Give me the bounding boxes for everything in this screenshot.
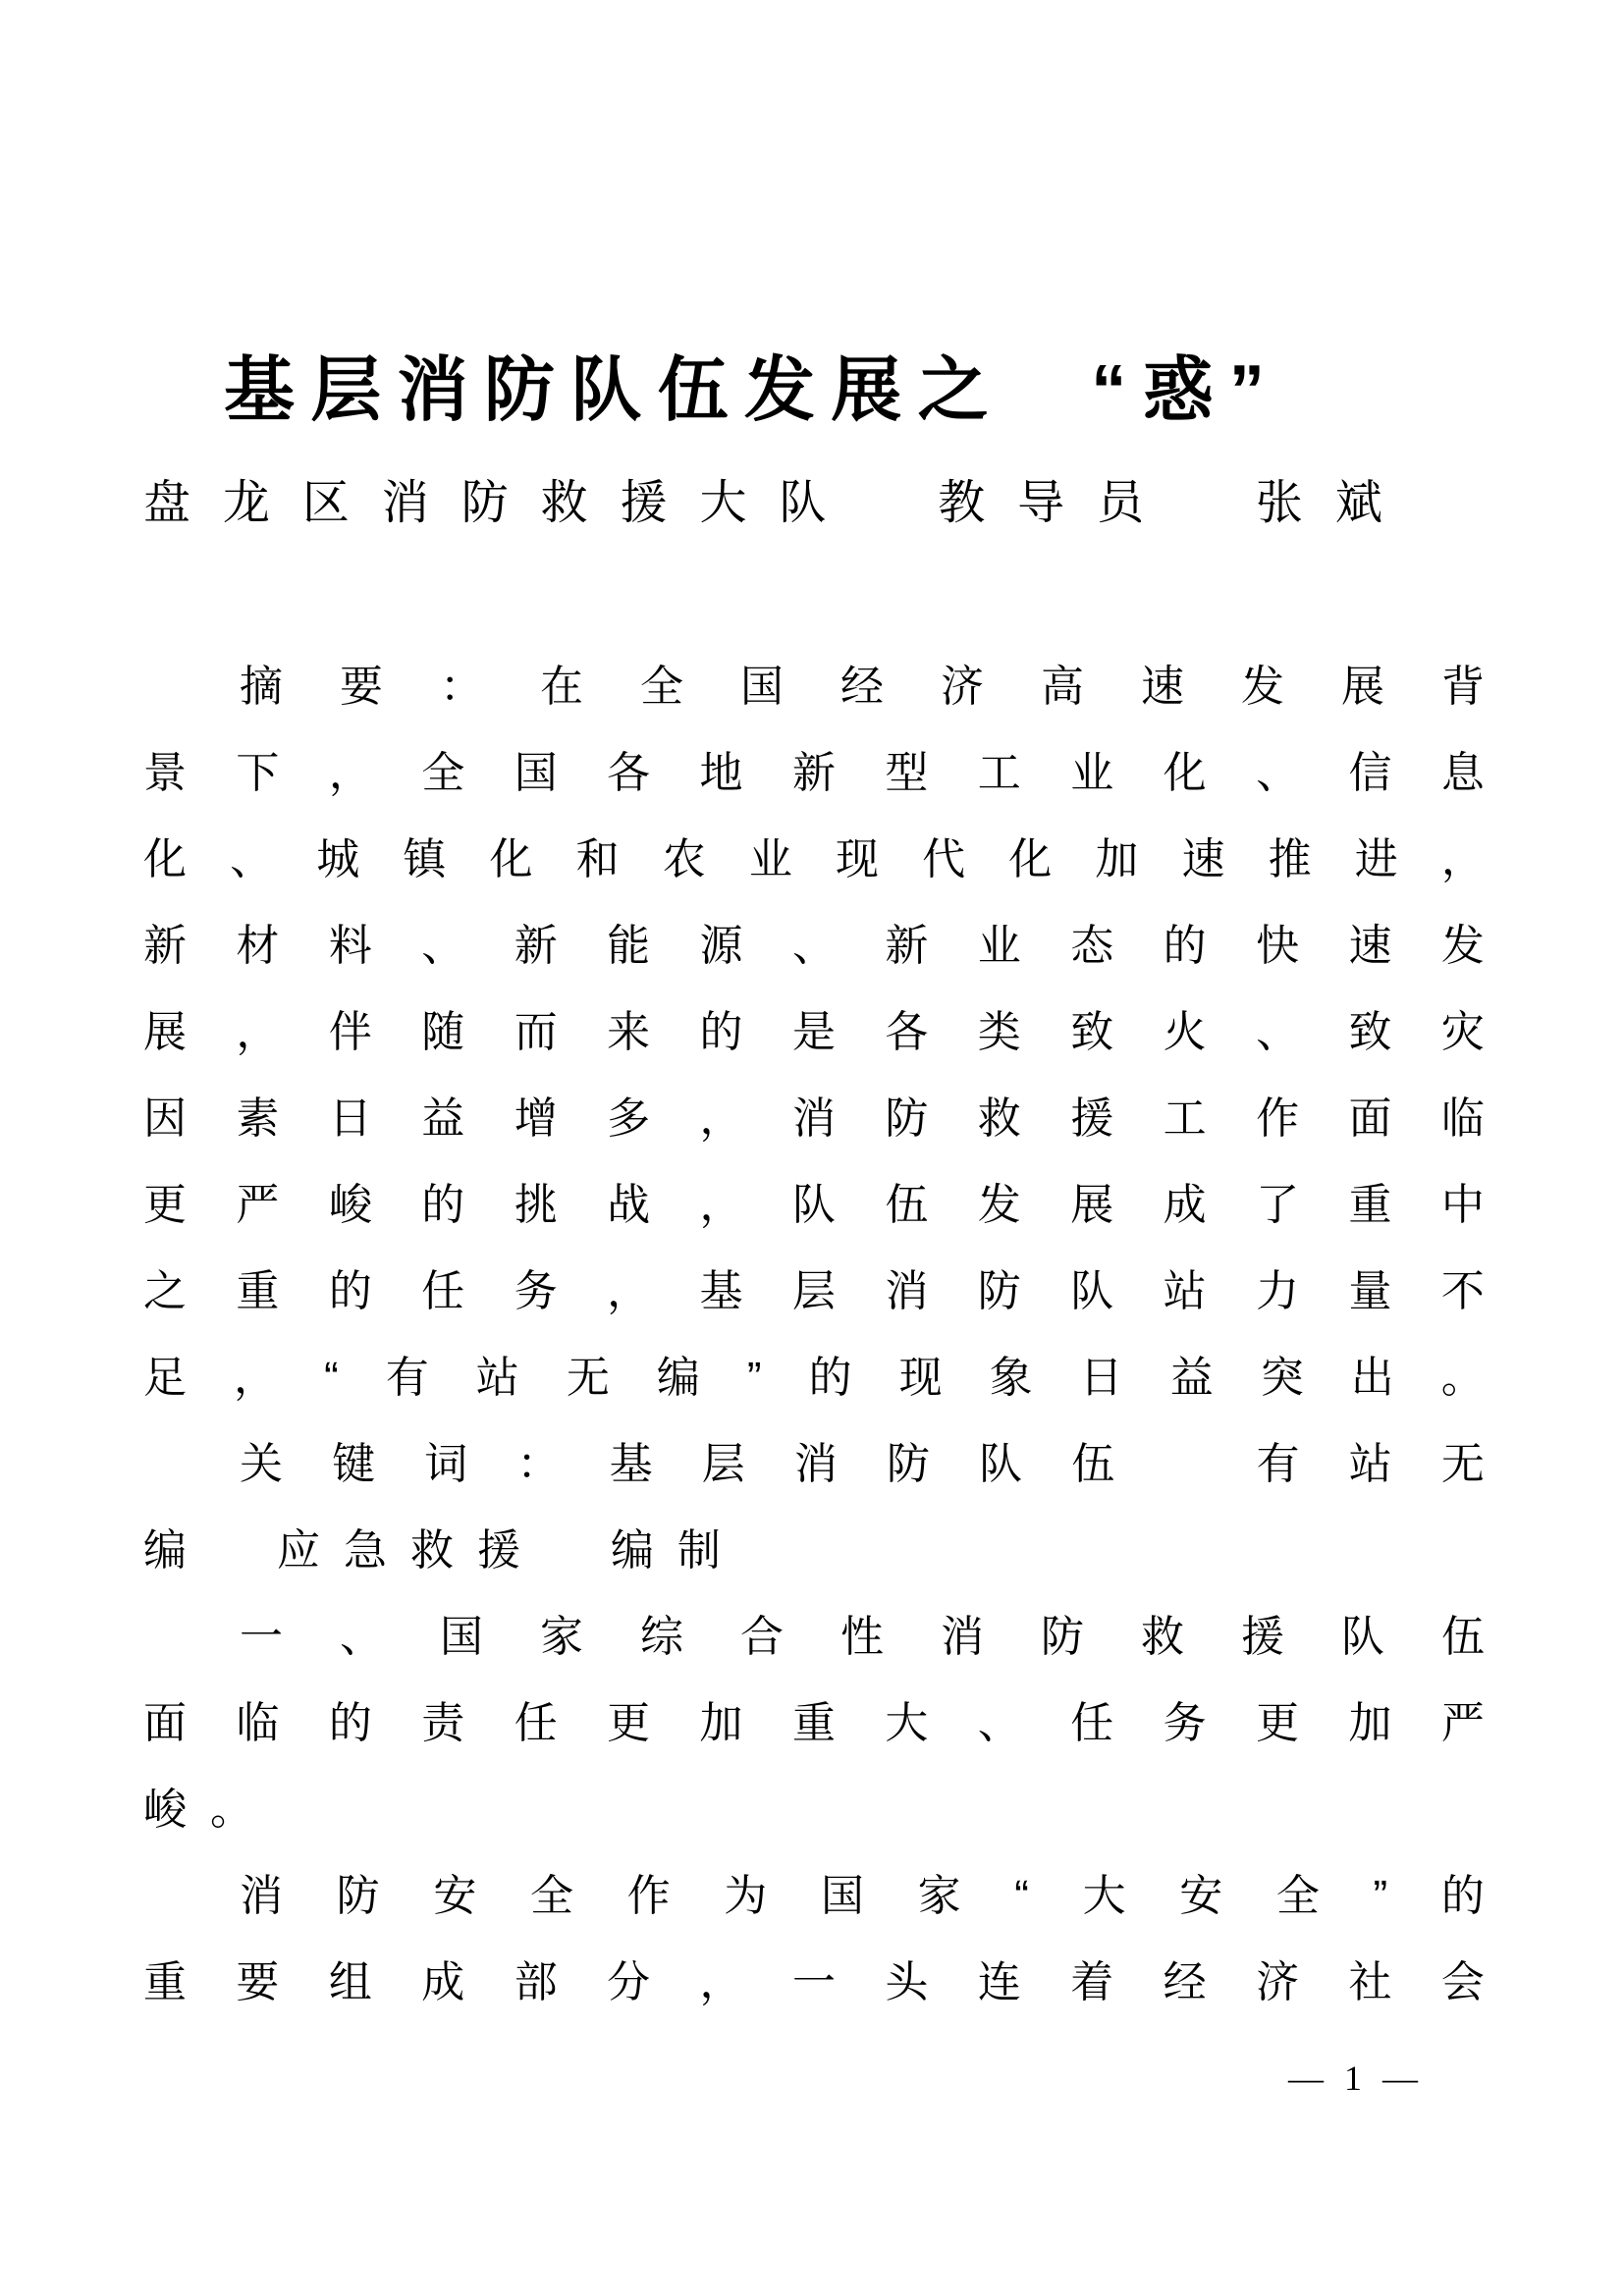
text-line: 摘 要 ： 在 全 国 经 济 高 速 发 展 背 <box>240 663 1485 711</box>
text-line: 面 临 的 责 任 更 加 重 大 、 任 务 更 加 严 <box>143 1699 1485 1747</box>
document-body <box>143 644 1485 2026</box>
text-line: 峻。 <box>143 1786 277 1834</box>
text-line: 之 重 的 任 务 ， 基 层 消 防 队 站 力 量 不 <box>143 1267 1485 1315</box>
text-line: 展 ， 伴 随 而 来 的 是 各 类 致 火 、 致 灾 <box>143 1008 1485 1056</box>
text-line: 消 防 安 全 作 为 国 家 “ 大 安 全 ” 的 <box>240 1872 1485 1920</box>
text-line: 新 材 料 、 新 能 源 、 新 业 态 的 快 速 发 <box>143 922 1485 970</box>
document-title: 基 层 消 防 队 伍 发 展 之 “ 惑 ” <box>224 351 1265 431</box>
text-line: 一 、 国 家 综 合 性 消 防 救 援 队 伍 <box>240 1613 1485 1661</box>
text-line: 因 素 日 益 增 多 ， 消 防 救 援 工 作 面 临 <box>143 1095 1485 1143</box>
text-line: 更 严 峻 的 挑 战 ， 队 伍 发 展 成 了 重 中 <box>143 1181 1485 1229</box>
text-line: 足 ， “ 有 站 无 编 ” 的 现 象 日 益 突 出 。 <box>143 1354 1485 1402</box>
page-number: — 1 — <box>1288 2058 1424 2098</box>
text-line: 重 要 组 成 部 分 ， 一 头 连 着 经 济 社 会 <box>143 1958 1485 2006</box>
text-line: 关 键 词 ： 基 层 消 防 队 伍 有 站 无 <box>240 1440 1485 1488</box>
text-line: 化 、 城 镇 化 和 农 业 现 代 化 加 速 推 进 ， <box>143 835 1485 883</box>
text-line: 编 应急救援 编制 <box>143 1526 744 1575</box>
byline: 盘 龙 区 消 防 救 援 大 队 教 导 员 张 斌 <box>143 477 1382 529</box>
text-line: 景 下 ， 全 国 各 地 新 型 工 业 化 、 信 息 <box>143 749 1485 797</box>
